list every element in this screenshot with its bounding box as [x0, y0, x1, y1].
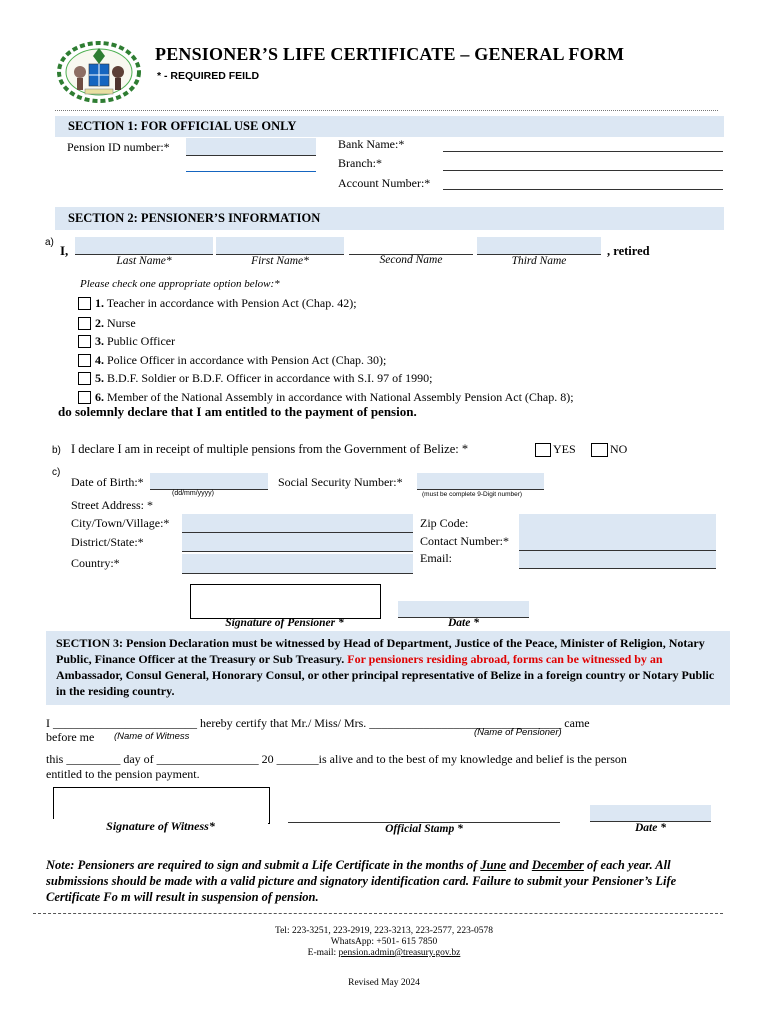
section3-text-red: For pensioners residing abroad, forms can be witnessed by an [347, 652, 663, 666]
option-3-number: 3. [95, 334, 104, 348]
option-4-text: Police Officer in accordance with Pension Act (Chap. 30); [104, 353, 387, 367]
check-instruction: Please check one appropriate option below:* [80, 278, 280, 290]
witness-name-caption: (Name of Witness [114, 731, 190, 742]
part-b-label: b) [52, 445, 61, 456]
official-stamp-caption: Official Stamp * [385, 823, 463, 835]
pensioner-signature-box[interactable] [190, 584, 381, 619]
email-field[interactable] [519, 551, 716, 569]
footer-email-prefix: E-mail: [307, 948, 339, 958]
street-address-label: Street Address: * [71, 498, 153, 512]
pension-id-label: Pension ID number:* [67, 140, 170, 154]
third-name-caption: Third Name [511, 255, 567, 267]
ssn-field[interactable] [417, 473, 544, 490]
zip-field[interactable] [519, 514, 716, 533]
checkbox-teacher[interactable] [78, 297, 91, 310]
declaration-text: do solemnly declare that I am entitled to the payment of pension. [58, 404, 417, 419]
checkbox-national-assembly[interactable] [78, 391, 91, 404]
last-name-caption: Last Name* [116, 255, 172, 267]
required-field-note: * - REQUIRED FEILD [157, 70, 260, 82]
witness-signature-caption: Signature of Witness* [53, 819, 268, 834]
dob-field[interactable] [150, 473, 268, 490]
third-name-field[interactable] [477, 237, 601, 255]
district-field[interactable] [182, 533, 413, 552]
witness-date-field[interactable] [590, 805, 711, 822]
branch-field[interactable] [443, 156, 723, 171]
pensioner-date-caption: Date * [448, 617, 479, 629]
bank-name-label: Bank Name:* [338, 137, 405, 151]
pensioner-name-caption: (Name of Pensioner) [474, 727, 562, 738]
option-police-officer [78, 351, 386, 369]
section1-heading [55, 116, 724, 137]
bank-name-field[interactable] [443, 137, 723, 152]
account-number-field[interactable] [443, 175, 723, 190]
section2-heading [55, 207, 724, 230]
checkbox-police-officer[interactable] [78, 354, 91, 367]
option-6-text: Member of the National Assembly in accordance with National Assembly Pension Act (Chap. 8); [104, 390, 574, 404]
checkbox-yes[interactable] [535, 443, 551, 457]
checkbox-public-officer[interactable] [78, 335, 91, 348]
option-1-text: Teacher in accordance with Pension Act (Chap. 42); [104, 296, 357, 310]
option-4-number: 4. [95, 353, 104, 367]
ssn-label: Social Security Number:* [278, 475, 403, 489]
district-label: District/State:* [71, 535, 144, 549]
checkbox-nurse[interactable] [78, 317, 91, 330]
entitled-line: entitled to the pension payment. [46, 767, 200, 781]
zip-label: Zip Code: [420, 516, 469, 530]
city-field[interactable] [182, 514, 413, 533]
i-label: I, [60, 243, 69, 258]
option-2-number: 2. [95, 316, 104, 330]
contact-number-field[interactable] [519, 532, 716, 551]
pension-id-underline [186, 171, 316, 172]
section1-heading-text: SECTION 1: FOR OFFICIAL USE ONLY [68, 119, 297, 133]
retired-label: , retired [607, 244, 650, 258]
section3-block [46, 631, 730, 705]
country-field[interactable] [182, 554, 413, 574]
option-nurse [78, 314, 136, 332]
note-and: and [506, 858, 532, 872]
option-5-text: B.D.F. Soldier or B.D.F. Officer in accordance with S.I. 97 of 1990; [104, 371, 433, 385]
note-text-2: of each year. All submissions should be made with a valid picture and signatory identification card. Failure to submit your Pensioner’s Life Certificate Fo m will result in suspension of pension. [46, 858, 677, 904]
footer-tel: Tel: 223-3251, 223-2919, 223-3213, 223-2577, 223-0578 [274, 926, 494, 936]
part-c-label: c) [52, 467, 61, 478]
contact-number-label: Contact Number:* [420, 534, 509, 548]
belize-coat-of-arms-logo [55, 38, 143, 104]
footer-divider [33, 913, 723, 914]
option-6-number: 6. [95, 390, 104, 404]
option-public-officer [78, 332, 175, 350]
option-1-number: 1. [95, 296, 104, 310]
day-of-line: this _________ day of _________________ 20 _______is alive and to the best of my knowledge and belief is the person [46, 752, 627, 766]
branch-label: Branch:* [338, 156, 382, 170]
footer-email-link[interactable]: pension.admin@treasury.gov.bz [338, 948, 461, 958]
before-me-text: before me [46, 730, 95, 744]
option-2-text: Nurse [104, 316, 136, 330]
checkbox-bdf[interactable] [78, 372, 91, 385]
dob-hint: (dd/mm/yyyy) [172, 490, 214, 497]
note-december: December [531, 858, 584, 872]
pension-id-field[interactable] [186, 138, 316, 156]
form-title: PENSIONER’S LIFE CERTIFICATE – GENERAL FORM [155, 44, 625, 64]
first-name-field[interactable] [216, 237, 344, 255]
city-label: City/Town/Village:* [71, 516, 170, 530]
section3-text-2: Ambassador, Consul General, Honorary Consul, or other principal representative of Belize in a foreign country or Notary Public in the residing country. [56, 668, 715, 698]
header-divider [55, 110, 718, 111]
second-name-caption: Second Name [379, 254, 443, 266]
part-a-label: a) [45, 237, 54, 248]
ssn-hint: (must be complete 9-Digit number) [422, 491, 523, 498]
option-3-text: Public Officer [104, 334, 176, 348]
yes-label: YES [553, 442, 576, 456]
pensioner-date-field[interactable] [398, 601, 529, 618]
footer-email-line [0, 948, 768, 958]
revised-date: Revised May 2024 [348, 978, 420, 988]
section2-heading-text: SECTION 2: PENSIONER’S INFORMATION [68, 211, 321, 225]
witness-date-caption: Date * [635, 822, 666, 834]
note-june: June [480, 858, 507, 872]
dob-label: Date of Birth:* [71, 475, 144, 489]
multiple-pensions-label: I declare I am in receipt of multiple pensions from the Government of Belize: * [71, 442, 469, 456]
section3-text-1: SECTION 3: Pension Declaration must be witnessed by Head of Department, Justice of the Peace, Minister of Religion, Notary Public, Finance Officer at the Treasury or Sub Treasury. [56, 636, 705, 666]
email-label: Email: [420, 551, 452, 565]
checkbox-no[interactable] [591, 443, 608, 457]
account-number-label: Account Number:* [338, 176, 431, 190]
option-bdf [78, 369, 432, 387]
note-paragraph [46, 857, 718, 905]
option-5-number: 5. [95, 371, 104, 385]
footer-whatsapp: WhatsApp: +501- 615 7850 [330, 937, 438, 947]
second-name-field[interactable] [349, 237, 473, 255]
last-name-field[interactable] [75, 237, 213, 255]
certify-line: I ________________________ hereby certify that Mr./ Miss/ Mrs. ________________________________ came [46, 716, 590, 730]
country-label: Country:* [71, 556, 120, 570]
first-name-caption: First Name* [251, 255, 309, 267]
no-label: NO [610, 442, 628, 456]
note-text-1: Note: Pensioners are required to sign and submit a Life Certificate in the months of [46, 858, 481, 872]
pensioner-signature-caption: Signature of Pensioner * [225, 617, 344, 629]
option-teacher [78, 294, 357, 312]
street-address-field[interactable] [182, 499, 413, 515]
